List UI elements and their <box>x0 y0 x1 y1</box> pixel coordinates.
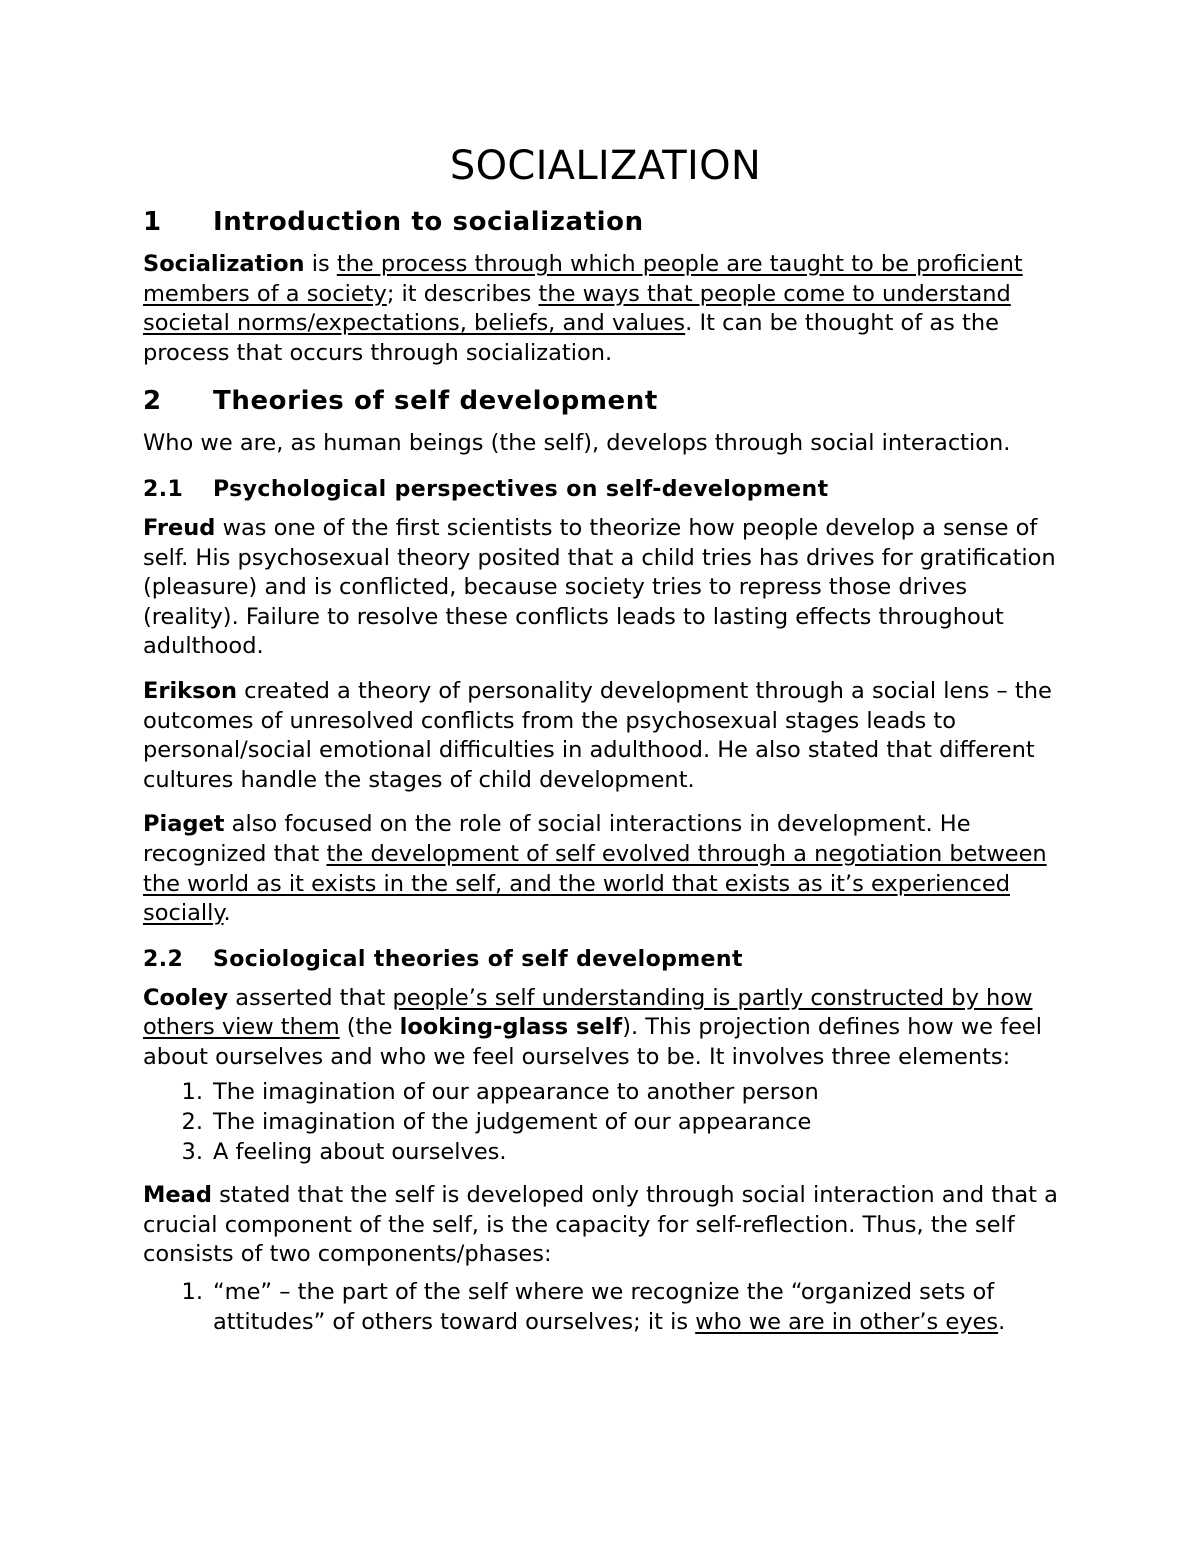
term: Cooley <box>143 984 229 1011</box>
list-text: The imagination of our appearance to another person <box>213 1079 819 1106</box>
list-item <box>143 1078 1068 1108</box>
section-2-intro: Who we are, as human beings (the self), develops through social interaction. <box>143 430 1011 457</box>
cooley-elements-list <box>143 1078 1068 1167</box>
underlined-phrase: the development of self evolved through a negotiation between the world as it exists in the self, and the world that exists as it’s experienced socially <box>143 840 1047 927</box>
underlined-phrase: the process through which people are taught to be proficient members of a society <box>143 251 1023 307</box>
section-number: 2.1 <box>143 476 184 502</box>
list-item <box>143 1138 1068 1168</box>
underlined-phrase: who we are in other’s eyes <box>695 1308 999 1335</box>
list-number: 2. <box>181 1109 203 1136</box>
list-number: 3. <box>181 1138 203 1165</box>
section-title: Theories of self development <box>213 386 658 417</box>
term: Erikson <box>143 677 238 704</box>
list-text: A feeling about ourselves. <box>213 1138 507 1165</box>
erikson-paragraph: Erikson created a theory of personality development through a social lens – the outcomes of unresolved conflicts from the psychosexual stages leads to personal/social emotional difficulties in adulthood. He also stated that different cultures handle the stages of child development. <box>143 677 1052 793</box>
section-1-heading <box>143 204 1068 240</box>
socialization-definition: Socialization is the process through which people are taught to be proficient members of a society; it describes the ways that people come to understand societal norms/expectations, beliefs, and values. It can be thought of as the process that occurs through socialization. <box>143 251 1023 366</box>
section-number: 2 <box>143 386 162 417</box>
term: Freud <box>143 514 216 541</box>
list-number: 1. <box>181 1279 203 1306</box>
section-title: Psychological perspectives on self-development <box>213 476 829 502</box>
mead-components-list <box>143 1278 1068 1337</box>
piaget-paragraph: Piaget also focused on the role of social interactions in development. He recognized that the development of self evolved through a negotiation between the world as it exists in the self, and the world that exists as it’s experienced socially. <box>143 811 1047 927</box>
term: Mead <box>143 1182 212 1209</box>
mead-paragraph: Mead stated that the self is developed only through social interaction and that a crucial component of the self, is the capacity for self-reflection. Thus, the self consists of two components/phases: <box>143 1182 1058 1268</box>
document-page <box>143 138 1068 1351</box>
list-text: The imagination of the judgement of our appearance <box>213 1109 812 1136</box>
term: Piaget <box>143 811 225 838</box>
section-number: 1 <box>143 207 162 237</box>
cooley-paragraph: Cooley asserted that people’s self understanding is partly constructed by how others view them (the looking-glass self). This projection defines how we feel about ourselves and who we feel ourselves to be. It involves three elements: <box>143 984 1043 1070</box>
underlined-phrase: the ways that people come to understand societal norms/expectations, beliefs, and values <box>143 280 1011 337</box>
list-text: “me” – the part of the self where we recognize the “organized sets of attitudes” of others toward ourselves; it is who we are in other’s eyes. <box>213 1279 1006 1335</box>
section-2-heading <box>143 383 1068 419</box>
document-title: SOCIALIZATION <box>449 143 762 189</box>
section-2-2-heading <box>143 944 1068 976</box>
term: Socialization <box>143 251 305 277</box>
section-title: Sociological theories of self development <box>213 946 743 972</box>
section-2-1-heading <box>143 474 1068 506</box>
bold-term: looking-glass self <box>399 1014 623 1041</box>
list-item <box>143 1108 1068 1138</box>
section-title: Introduction to socialization <box>213 207 644 237</box>
section-number: 2.2 <box>143 946 184 972</box>
underlined-phrase: people’s self understanding is partly constructed by how others view them <box>143 984 1033 1041</box>
list-item <box>143 1278 1068 1337</box>
list-number: 1. <box>181 1079 203 1106</box>
freud-paragraph: Freud was one of the first scientists to theorize how people develop a sense of self. His psychosexual theory posited that a child tries has drives for gratification (pleasure) and is conflicted, because society tries to repress those drives (reality). Failure to resolve these conflicts leads to lasting effects throughout adulthood. <box>143 514 1056 660</box>
